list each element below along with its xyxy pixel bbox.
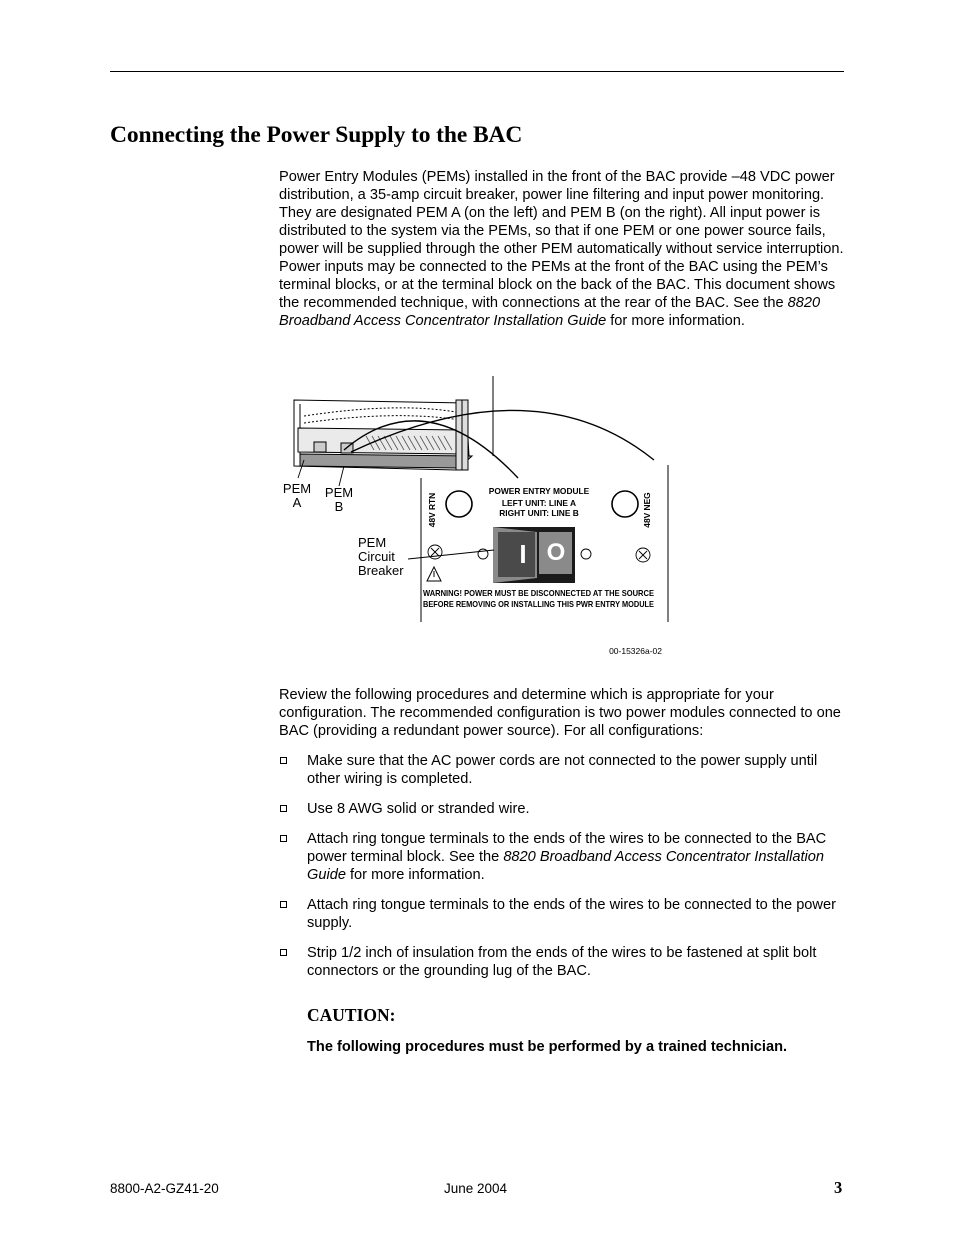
page-number: 3	[834, 1178, 843, 1197]
pem-b-pointer	[339, 466, 344, 486]
list-item	[279, 896, 845, 932]
intro-suffix: for more information.	[606, 313, 745, 329]
pem-figure	[276, 370, 676, 665]
caution-title: CAUTION:	[307, 1005, 396, 1025]
screw-right	[636, 548, 650, 562]
doc-date: June 2004	[444, 1181, 508, 1196]
list-item-text: Make sure that the AC power cords are not connected to the power supply until other wiring is completed.	[307, 753, 818, 787]
pem-b-label	[322, 486, 356, 514]
list-item-text: Use 8 AWG solid or stranded wire.	[307, 801, 530, 817]
caution-text: The following procedures must be performed by a trained technician.	[307, 1039, 788, 1055]
warning-word: WARNING!	[423, 589, 466, 598]
pem-b-line-2: B	[334, 499, 344, 514]
indicator-right	[581, 549, 591, 559]
neg-terminal	[612, 491, 638, 517]
pem-b-line-1: PEM	[324, 485, 354, 500]
list-item	[279, 830, 845, 884]
pem-a-label	[280, 482, 314, 510]
bullet-square-icon	[280, 805, 287, 812]
list-item-text: Attach ring tongue terminals to the ends of the wires to be connected to the power supply.	[307, 897, 836, 931]
header-rule	[110, 71, 844, 72]
module-left-unit: LEFT UNIT: LINE A	[501, 498, 577, 508]
module-right-unit: RIGHT UNIT: LINE B	[499, 508, 579, 518]
bullet-square-icon	[280, 757, 287, 764]
bullet-square-icon	[280, 949, 287, 956]
list-item-text: Strip 1/2 inch of insulation from the ends of the wires to be fastened at split bolt connectors or the grounding lug of the BAC.	[307, 945, 817, 979]
rtn-label: 48V RTN	[427, 492, 437, 528]
figure-id: 00-15326a-02	[609, 646, 662, 656]
module-title: POWER ENTRY MODULE	[488, 486, 590, 496]
list-item	[279, 752, 845, 788]
configuration-list	[279, 752, 845, 992]
list-item	[279, 800, 845, 818]
bullet-square-icon	[280, 901, 287, 908]
switch-on-label: I	[519, 539, 527, 569]
pem-illustration	[276, 370, 676, 665]
page-title: Connecting the Power Supply to the BAC	[110, 122, 523, 148]
rtn-terminal	[446, 491, 472, 517]
warning-notice	[423, 589, 671, 598]
switch-off-label: O	[546, 539, 566, 566]
pem-a-line-1: PEM	[282, 481, 312, 496]
warning-line-2: BEFORE REMOVING OR INSTALLING THIS PWR ENTRY MODULE	[423, 600, 655, 609]
breaker-label	[358, 536, 418, 578]
breaker-line-3: Breaker	[358, 563, 404, 578]
guide-reference: 8820 Broadband Access Concentrator Installation Guide	[279, 295, 821, 329]
list-item-text: Attach ring tongue terminals to the ends of the wires to be connected to the BAC power terminal block. See the	[307, 831, 827, 865]
bullet-square-icon	[280, 835, 287, 842]
review-paragraph: Review the following procedures and determine which is appropriate for your configuration. The recommended configuration is two power modules connected to one BAC (providing a redundant power source). For all configurations:	[279, 687, 841, 739]
neg-label: 48V NEG	[642, 492, 652, 528]
list-item	[279, 944, 845, 980]
pem-a-line-2: A	[292, 495, 302, 510]
warning-line-1: POWER MUST BE DISCONNECTED AT THE SOURCE	[461, 589, 671, 598]
intro-paragraph	[279, 168, 845, 330]
guide-reference: 8820 Broadband Access Concentrator Installation Guide	[307, 849, 825, 883]
list-item-suffix: for more information.	[345, 867, 485, 883]
intro-text: Power Entry Modules (PEMs) installed in the front of the BAC provide –48 VDC power distribution, a 35-amp circuit breaker, power line filtering and input power monitoring. They are designated PEM A (on the left) and PEM B (on the right). All input power is distributed to the system via the PEMs, so that if one PEM or one power source fails, power will be supplied through the other PEM automatically without service interruption. Power inputs may be connected to the PEMs at the front of the BAC using the PEM’s terminal blocks, or at the terminal block on the back of the BAC. This document shows the recommended technique, with connections at the rear of the BAC. See the	[279, 169, 844, 311]
breaker-line-1: PEM	[358, 535, 387, 550]
breaker-line-2: Circuit	[358, 549, 395, 564]
doc-number: 8800-A2-GZ41-20	[110, 1181, 219, 1196]
